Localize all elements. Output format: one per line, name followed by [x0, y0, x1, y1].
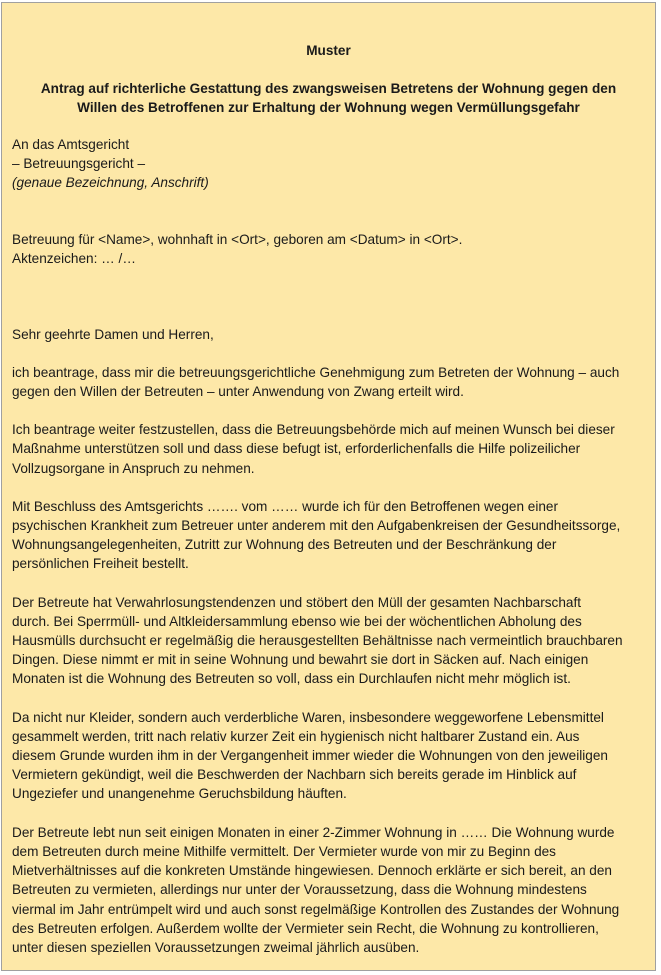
- document-page: [1, 2, 656, 971]
- paragraph-line: persönlichen Freiheit bestellt.: [12, 556, 189, 572]
- paragraph-line: gegen den Willen der Betreuten – unter Anwendung von Zwang erteilt wird.: [12, 384, 464, 400]
- paragraph-line: des Betreuten erfolgen. Außerdem wollte der Vermieter sein Recht, die Wohnung zu kontrollieren,: [12, 920, 599, 936]
- paragraph-line: Dingen. Diese nimmt er mit in seine Wohnung und bewahrt sie dort in Säcken auf. Nach einigen: [12, 652, 589, 668]
- paragraph: [12, 363, 645, 401]
- recipient-address: [12, 135, 645, 193]
- paragraph-line: durch. Bei Sperrmüll- und Altkleidersammlung ebenso wie bei der wöchentlichen Abholung des: [12, 613, 582, 629]
- paragraph-line: Monaten ist die Wohnung des Betreuten so voll, dass ein Durchlaufen nicht mehr möglich ist.: [12, 671, 571, 687]
- address-line: – Betreuungsgericht –: [12, 155, 146, 171]
- paragraph-line: Hausmülls durchsucht er regelmäßig die herausgestellten Behältnisse nach vermeintlich brauchbaren: [12, 633, 623, 649]
- address-hint: (genaue Bezeichnung, Anschrift): [12, 175, 209, 191]
- paragraph-line: Der Betreute lebt nun seit einigen Monaten in einer 2-Zimmer Wohnung in …… Die Wohnung wurde: [12, 824, 615, 840]
- paragraph: [12, 708, 645, 804]
- paragraph-line: psychischen Krankheit zum Betreuer unter anderem mit den Aufgabenkreisen der Gesundheitssorge,: [12, 518, 621, 534]
- paragraph-line: Betreuten zu vermieten, allerdings nur unter der Voraussetzung, dass die Wohnung mindestens: [12, 882, 587, 898]
- paragraph-line: dem Betreuten durch meine Mithilfe vermittelt. Der Vermieter wurde von mir zu Beginn des: [12, 843, 556, 859]
- paragraph-line: Ungeziefer und unangenehme Geruchsbildung häuften.: [12, 786, 347, 802]
- case-reference: [12, 230, 645, 268]
- document-headline: [12, 79, 645, 117]
- headline-line: Willen des Betroffenen zur Erhaltung der Wohnung wegen Vermüllungsgefahr: [77, 100, 580, 116]
- paragraph-line: Da nicht nur Kleider, sondern auch verderbliche Waren, insbesondere weggeworfene Lebensmittel: [12, 709, 604, 725]
- paragraph-line: Vollzugsorgane in Anspruch zu nehmen.: [12, 460, 255, 476]
- aktenzeichen-line: Aktenzeichen: … /…: [12, 251, 136, 267]
- paragraph-line: Maßnahme unterstützen soll und dass diese befugt ist, erforderlichenfalls die Hilfe polizeilicher: [12, 441, 581, 457]
- paragraph-line: diesem Grunde wurden ihm in der Vergangenheit immer wieder die Wohnungen von den jeweiligen: [12, 748, 608, 764]
- paragraph-line: Vermietern gekündigt, weil die Beschwerden der Nachbarn sich bereits gerade im Hinblick auf: [12, 767, 577, 783]
- paragraph-line: unter diesen speziellen Voraussetzungen zweimal jährlich ausüben.: [12, 939, 420, 955]
- paragraph-line: gesammelt werden, tritt nach relativ kurzer Zeit ein hygienisch nicht haltbarer Zustand ein. Aus: [12, 728, 580, 744]
- paragraph-line: Wohnungsangelegenheiten, Zutritt zur Wohnung des Betreuten und der Beschränkung der: [12, 537, 557, 553]
- paragraph-line: Mit Beschluss des Amtsgerichts ……. vom …… wurde ich für den Betroffenen wegen einer: [12, 498, 559, 514]
- paragraph: [12, 823, 645, 957]
- betreuung-line: Betreuung für <Name>, wohnhaft in <Ort>, geboren am <Datum> in <Ort>.: [12, 232, 463, 248]
- paragraph: [12, 420, 645, 478]
- greeting: Sehr geehrte Damen und Herren,: [12, 326, 214, 342]
- paragraph: [12, 593, 645, 689]
- paragraph: [12, 497, 645, 574]
- headline-line: Antrag auf richterliche Gestattung des zwangsweisen Betretens der Wohnung gegen den: [40, 81, 617, 97]
- document-title: Muster: [306, 43, 351, 58]
- paragraph-line: viermal im Jahr entrümpelt wird und auch sonst regelmäßige Kontrollen des Zustandes der Wohnung: [12, 901, 620, 917]
- paragraph-line: Der Betreute hat Verwahrlosungstendenzen und stöbert den Müll der gesamten Nachbarschaft: [12, 594, 582, 610]
- address-line: An das Amtsgericht: [12, 136, 130, 152]
- paragraph-line: ich beantrage, dass mir die betreuungsgerichtliche Genehmigung zum Betreten der Wohnung – auch: [12, 364, 620, 380]
- paragraph-line: Ich beantrage weiter festzustellen, dass die Betreuungsbehörde mich auf meinen Wunsch bei dieser: [12, 422, 615, 438]
- paragraph-line: Mietverhältnisses auf die konkreten Umstände hingewiesen. Dennoch erklärte er sich bereit, an den: [12, 863, 612, 879]
